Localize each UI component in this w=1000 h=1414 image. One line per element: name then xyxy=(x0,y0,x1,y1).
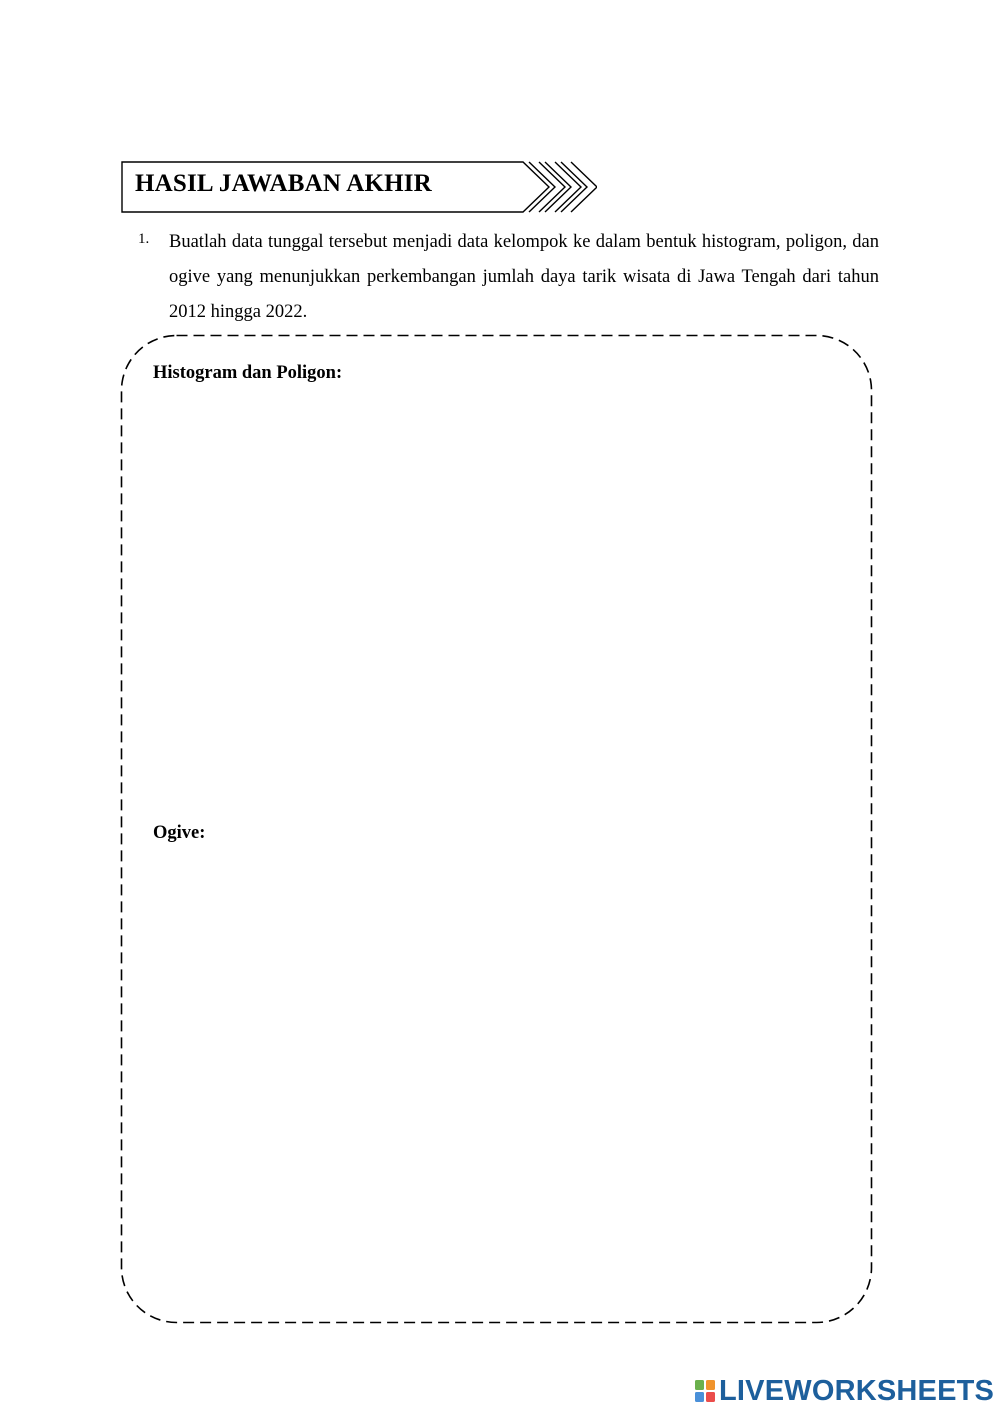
question-text: Buatlah data tunggal tersebut menjadi data kelompok ke dalam bentuk histogram, poligon, dan ogive yang menunjukkan perkembangan jumlah daya tarik wisata di Jawa Tengah dari tahun 2012 hingga 2022. xyxy=(169,232,879,322)
ogive-label: Ogive: xyxy=(153,823,206,843)
question-number: 1. xyxy=(138,231,150,247)
dashed-border xyxy=(120,334,873,1324)
section-title: HASIL JAWABAN AKHIR xyxy=(135,170,432,197)
histogram-polygon-label: Histogram dan Poligon: xyxy=(153,363,343,383)
watermark-text: LIVEWORKSHEETS xyxy=(719,1374,995,1407)
liveworksheets-logo-icon xyxy=(694,1378,716,1404)
section-header-banner xyxy=(121,160,597,216)
liveworksheets-watermark xyxy=(694,1374,994,1408)
answer-box[interactable] xyxy=(120,334,873,1324)
